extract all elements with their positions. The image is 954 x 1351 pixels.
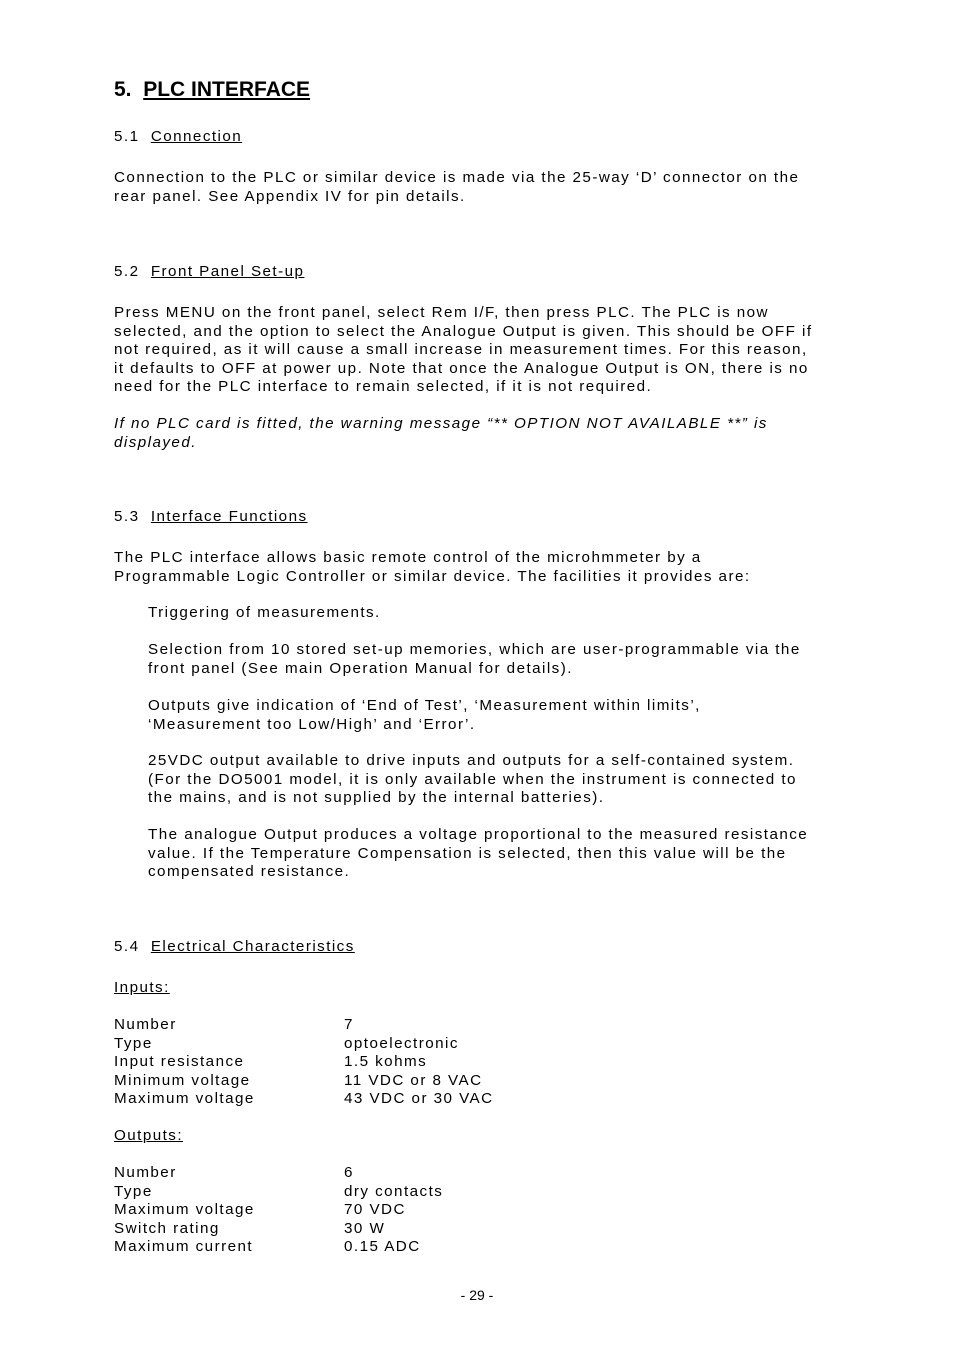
spec-label: Input resistance <box>114 1053 245 1070</box>
section-number: 5. <box>114 78 132 101</box>
paragraph-line: Connection to the PLC or similar device is made via the 25-way ‘D’ connector on the <box>114 169 800 186</box>
spec-value: 43 VDC or 30 VAC <box>344 1090 494 1107</box>
paragraph-line: The PLC interface allows basic remote control of the microhmmeter by a <box>114 549 702 566</box>
spec-label: Type <box>114 1034 153 1052</box>
subsection-heading-front-panel <box>114 263 304 282</box>
paragraph-line: rear panel. See Appendix IV for pin details. <box>114 187 466 205</box>
warning-note-line: If no PLC card is fitted, the warning message “** OPTION NOT AVAILABLE **” is <box>114 415 768 432</box>
subsection-number: 5.4 <box>114 938 140 955</box>
subsection-heading-connection <box>114 128 242 147</box>
spec-label: Maximum voltage <box>114 1201 255 1218</box>
spec-value: 6 <box>344 1164 354 1181</box>
subsection-title: Electrical Characteristics <box>150 938 355 955</box>
paragraph-line: Press MENU on the front panel, select Rem I/F, then press PLC. The PLC is now <box>114 304 769 321</box>
spec-label: Minimum voltage <box>114 1071 251 1089</box>
spec-value: 7 <box>344 1016 354 1033</box>
facility-item: Triggering of measurements. <box>148 604 381 621</box>
spec-label: Number <box>114 1164 177 1181</box>
subsection-title: Front Panel Set-up <box>150 263 305 280</box>
paragraph-line: need for the PLC interface to remain selected, if it is not required. <box>114 378 653 395</box>
paragraph-line: it defaults to OFF at power up. Note that once the Analogue Output is ON, there is no <box>114 359 809 377</box>
facility-item: The analogue Output produces a voltage proportional to the measured resistance <box>148 826 809 843</box>
subsection-number: 5.1 <box>114 128 140 145</box>
outputs-label: Outputs: <box>114 1127 184 1144</box>
spec-label: Maximum voltage <box>114 1090 255 1107</box>
facility-item: ‘Measurement too Low/High’ and ‘Error’. <box>148 715 476 733</box>
spec-value: optoelectronic <box>344 1034 459 1052</box>
facility-item: the mains, and is not supplied by the internal batteries). <box>148 789 605 806</box>
spec-value: dry contacts <box>344 1182 444 1200</box>
facility-item: Selection from 10 stored set-up memories, which are user-programmable via the <box>148 641 801 658</box>
subsection-heading-interface-functions <box>114 508 308 527</box>
warning-note-line: displayed. <box>114 433 197 451</box>
subsection-number: 5.3 <box>114 508 140 525</box>
facility-item: front panel (See main Operation Manual for details). <box>148 659 573 677</box>
spec-value: 11 VDC or 8 VAC <box>344 1071 483 1089</box>
facility-item: value. If the Temperature Compensation is selected, then this value will be the <box>148 844 787 862</box>
facility-item: 25VDC output available to drive inputs and outputs for a self-contained system. <box>148 752 795 769</box>
spec-label: Number <box>114 1016 177 1033</box>
spec-value: 0.15 ADC <box>344 1238 421 1255</box>
facility-item: compensated resistance. <box>148 863 351 880</box>
page-number: - 29 - <box>460 1287 494 1303</box>
spec-label: Maximum current <box>114 1238 254 1255</box>
subsection-heading-electrical <box>114 938 355 957</box>
spec-label: Switch rating <box>114 1219 220 1237</box>
paragraph-line: Programmable Logic Controller or similar device. The facilities it provides are: <box>114 567 751 585</box>
facility-item: Outputs give indication of ‘End of Test’, ‘Measurement within limits’, <box>148 697 701 714</box>
spec-value: 1.5 kohms <box>344 1053 428 1070</box>
spec-value: 30 W <box>344 1219 386 1237</box>
spec-label: Type <box>114 1182 153 1200</box>
subsection-number: 5.2 <box>114 263 140 280</box>
spec-value: 70 VDC <box>344 1201 406 1218</box>
subsection-title: Interface Functions <box>150 508 308 525</box>
section-title: PLC INTERFACE <box>143 78 311 101</box>
inputs-label: Inputs: <box>114 979 170 996</box>
facility-item: (For the DO5001 model, it is only available when the instrument is connected to <box>148 770 797 788</box>
section-heading <box>114 78 310 102</box>
paragraph-line: selected, and the option to select the Analogue Output is given. This should be OFF if <box>114 322 813 340</box>
subsection-title: Connection <box>150 128 243 145</box>
paragraph-line: not required, as it will cause a small increase in measurement times. For this reason, <box>114 341 808 358</box>
